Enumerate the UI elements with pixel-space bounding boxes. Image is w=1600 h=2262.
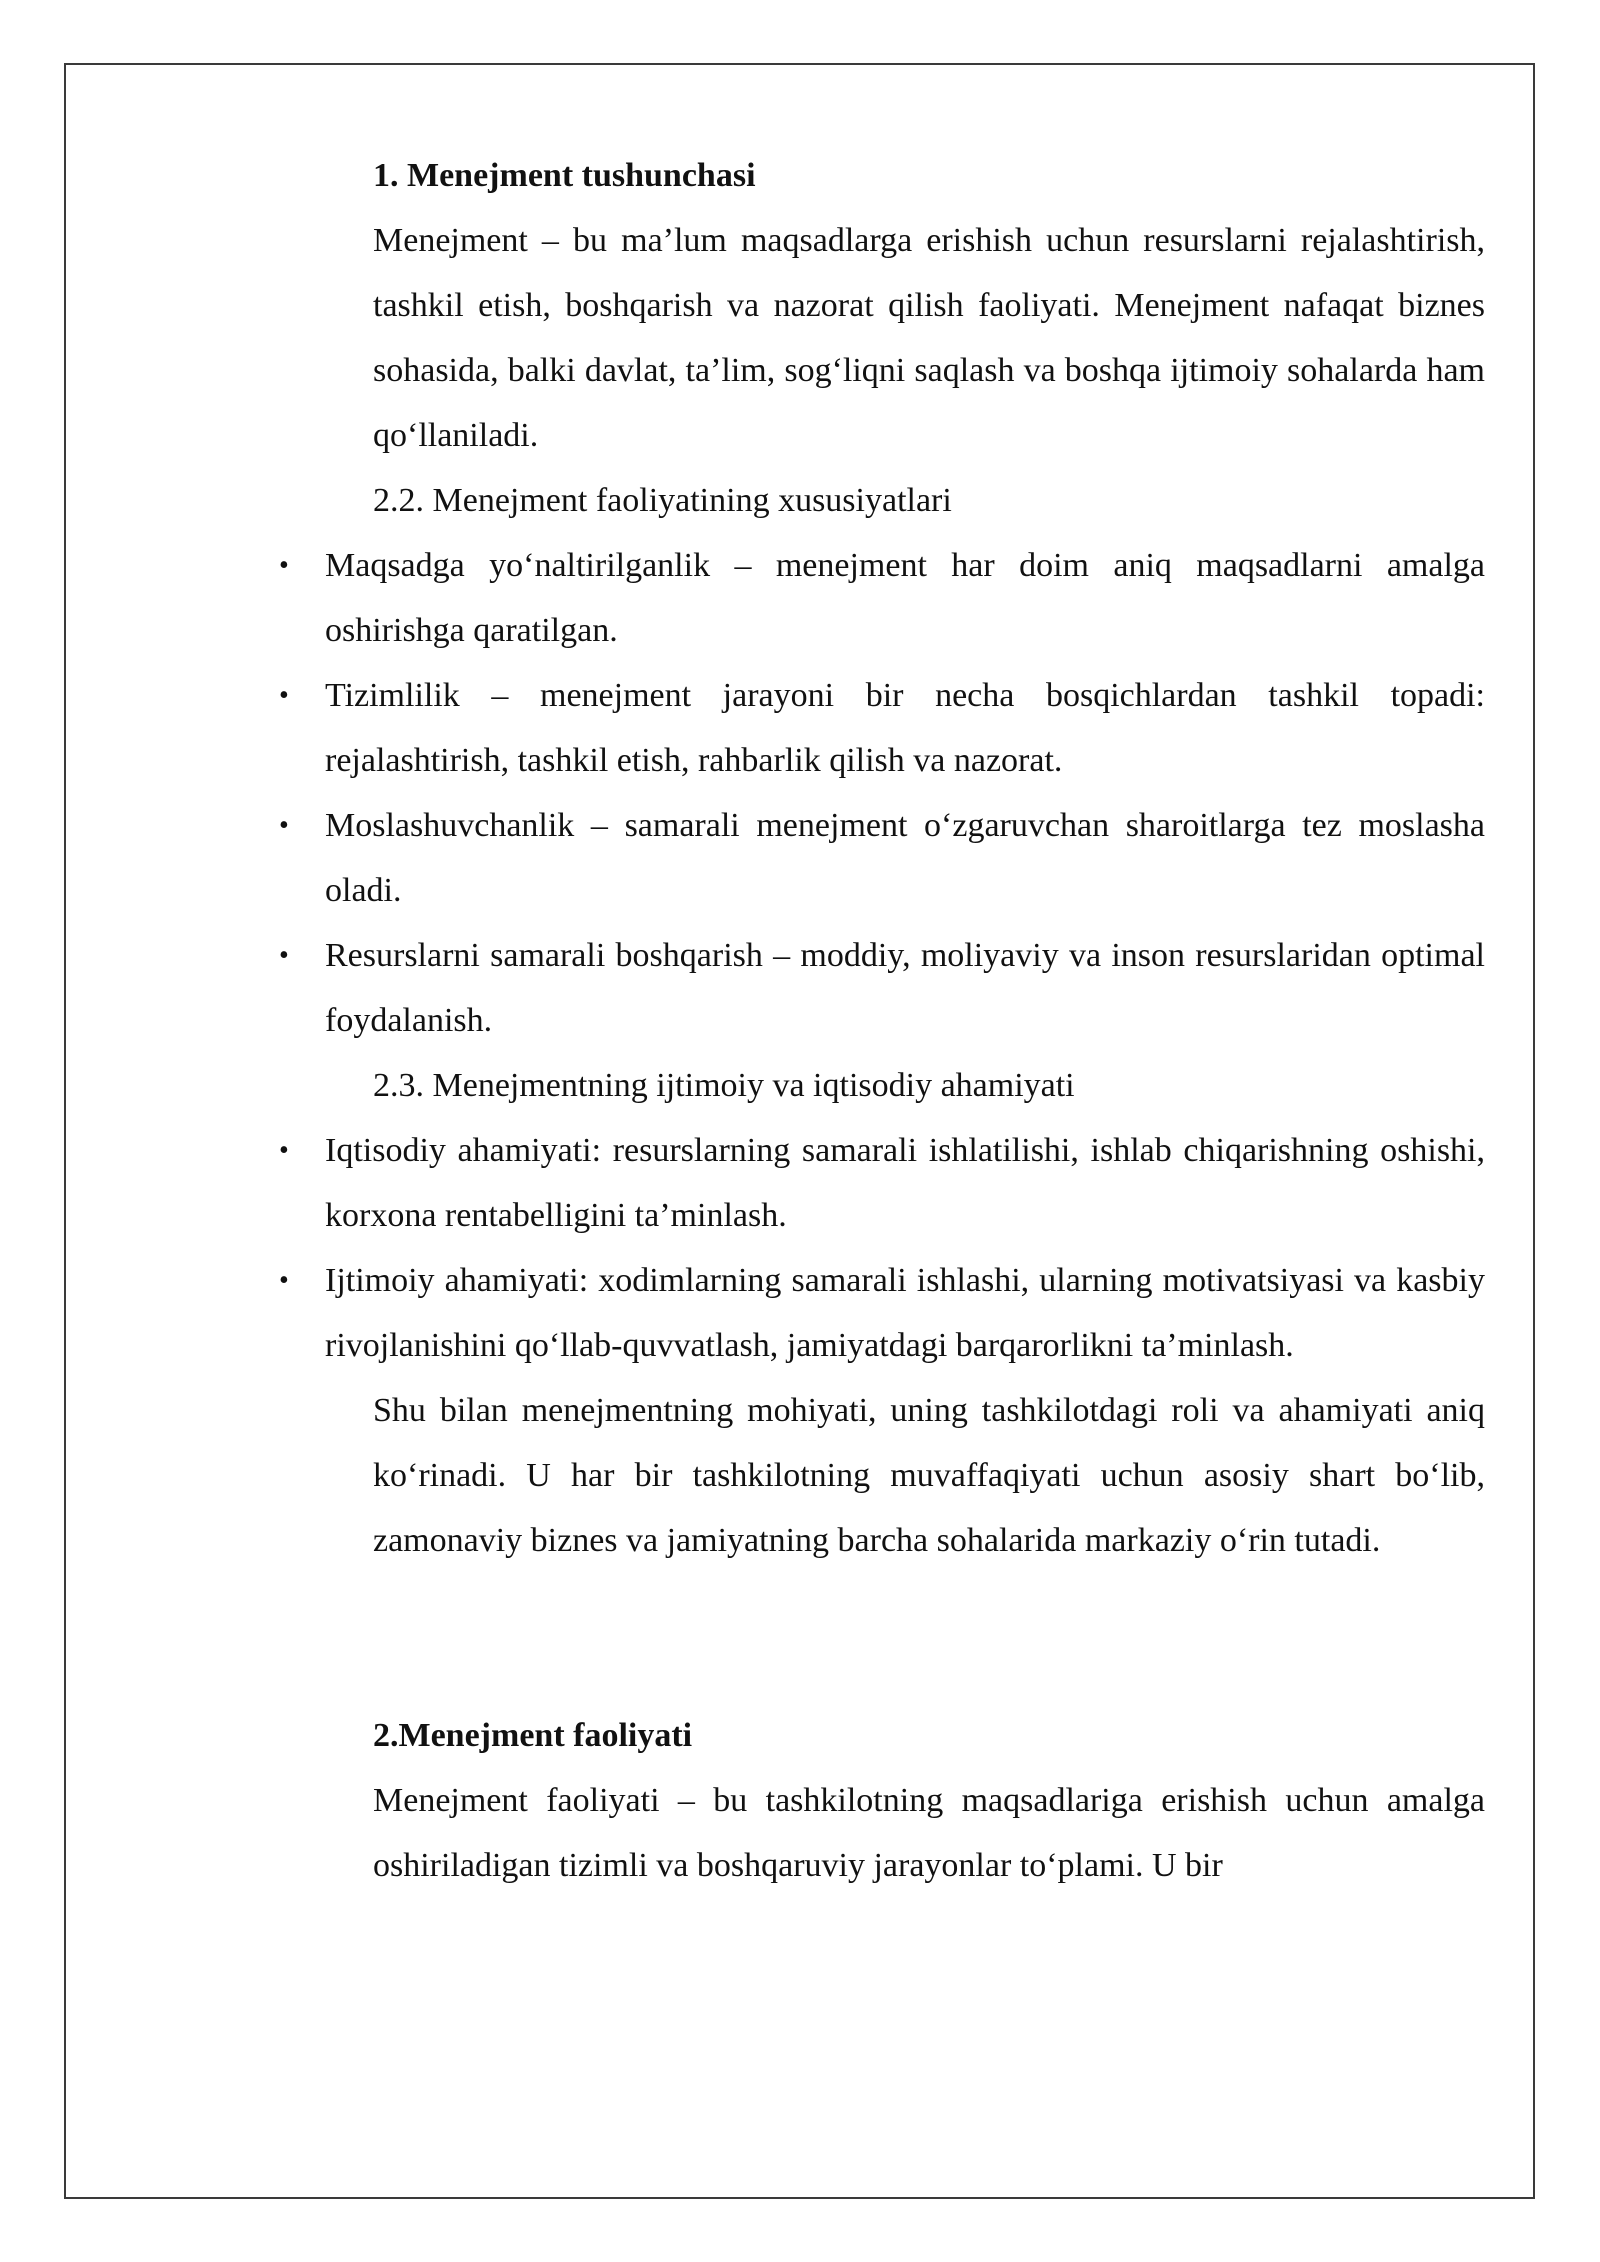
section-1-paragraph: Menejment – bu ma’lum maqsadlarga erishish uchun resurslarni rejalashtirish, tashkil etish, boshqarish va nazorat qilish faoliyati. Menejment nafaqat biznes sohasida, balki davlat, ta’lim, sog‘liqni saqlash va boshqa ijtimoiy sohalarda ham qo‘llaniladi. <box>373 222 1485 454</box>
list-item <box>279 1248 1485 1378</box>
bullet-icon: • <box>279 680 289 711</box>
section-2-3-conclusion: Shu bilan menejmentning mohiyati, uning tashkilotdagi roli va ahamiyati aniq ko‘rinadi. U har bir tashkilotning muvaffaqiyati uchun asosiy shart bo‘lib, zamonaviy biznes va jamiyatning barcha sohalarida markaziy o‘rin tutadi. <box>373 1392 1485 1559</box>
list-item <box>279 663 1485 793</box>
bullet-icon: • <box>279 550 289 581</box>
section-2-2-heading: 2.2. Menejment faoliyatining xususiyatlari <box>373 482 952 519</box>
list-item <box>279 1118 1485 1248</box>
section-2-paragraph: Menejment faoliyati – bu tashkilotning maqsadlariga erishish uchun amalga oshiriladigan tizimli va boshqaruviy jarayonlar to‘plami. U bir <box>373 1782 1485 1884</box>
section-2-3-heading-wrap <box>325 1053 1485 1118</box>
section-2-3-heading: 2.3. Menejmentning ijtimoiy va iqtisodiy ahamiyati <box>373 1067 1075 1104</box>
list-item-text: Maqsadga yo‘naltirilganlik – menejment har doim aniq maqsadlarni amalga oshirishga qaratilgan. <box>325 547 1485 649</box>
section-2-3-conclusion-wrap <box>325 1378 1485 1573</box>
list-item <box>279 533 1485 663</box>
bullet-icon: • <box>279 1135 289 1166</box>
bullet-icon: • <box>279 1265 289 1296</box>
section-2-3-list <box>279 1118 1485 1378</box>
section-spacer <box>325 1573 1485 1703</box>
bullet-icon: • <box>279 810 289 841</box>
list-item-text: Moslashuvchanlik – samarali menejment o‘zgaruvchan sharoitlarga tez moslasha oladi. <box>325 807 1485 909</box>
list-item <box>279 923 1485 1053</box>
list-item <box>279 793 1485 923</box>
section-2-heading: 2.Menejment faoliyati <box>373 1717 693 1754</box>
section-2-2-list <box>279 533 1485 1053</box>
section-1-heading: 1. Menejment tushunchasi <box>373 157 756 194</box>
document-body <box>279 143 1485 1898</box>
list-item-text: Iqtisodiy ahamiyati: resurslarning samarali ishlatilishi, ishlab chiqarishning oshishi, korxona rentabelligini ta’minlash. <box>325 1132 1485 1234</box>
list-item-text: Tizimlilik – menejment jarayoni bir necha bosqichlardan tashkil topadi: rejalashtirish, tashkil etish, rahbarlik qilish va nazorat. <box>325 677 1485 779</box>
section-1 <box>325 143 1485 533</box>
list-item-text: Ijtimoiy ahamiyati: xodimlarning samarali ishlashi, ularning motivatsiyasi va kasbiy rivojlanishini qo‘llab-quvvatlash, jamiyatdagi barqarorlikni ta’minlash. <box>325 1262 1485 1364</box>
bullet-icon: • <box>279 940 289 971</box>
list-item-text: Resurslarni samarali boshqarish – moddiy, moliyaviy va inson resurslaridan optimal foydalanish. <box>325 937 1485 1039</box>
section-2 <box>325 1703 1485 1898</box>
